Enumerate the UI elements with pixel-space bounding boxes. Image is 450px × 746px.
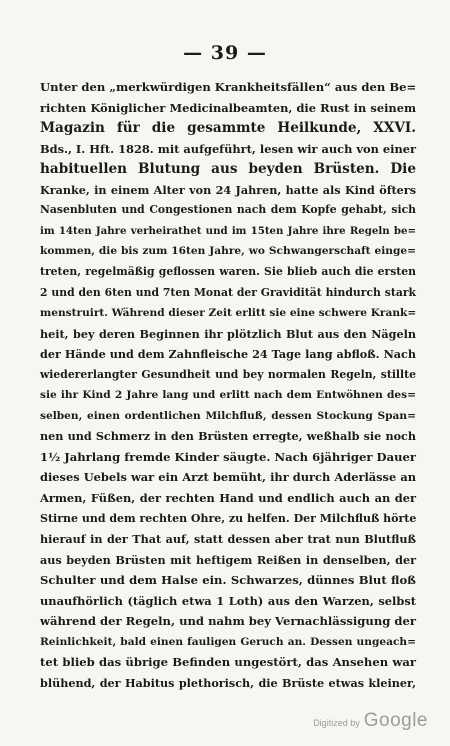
text-line: Kranke, in einem Alter von 24 Jahren, hatte als Kind öfters <box>40 182 416 197</box>
text-line: Magazin für die gesammte Heilkunde, XXVI. <box>40 120 416 137</box>
text-line: der Hände und dem Zahnfleische 24 Tage lang abfloß. Nach <box>40 347 416 362</box>
text-line: Armen, Füßen, der rechten Hand und endlich auch an der <box>40 491 416 505</box>
text-line: dieses Uebels war ein Arzt bemüht, ihr durch Aderlässe an <box>40 470 416 485</box>
text-line: heit, bey deren Beginnen ihr plötzlich Blut aus den Nägeln <box>40 326 416 341</box>
text-line: Nasenbluten und Congestionen nach dem Kopfe gehabt, sich <box>40 203 416 217</box>
text-line: sie ihr Kind 2 Jahre lang und erlitt nach dem Entwöhnen des= <box>40 389 416 402</box>
page-number: — 39 — <box>183 42 267 64</box>
google-logo: Google <box>363 710 428 731</box>
digitization-watermark <box>313 710 428 732</box>
text-line: Stirne und dem rechten Ohre, zu helfen. Der Milchfluß hörte <box>40 511 417 525</box>
text-line: hierauf in der That auf, statt dessen aber trat nun Blutfluß <box>40 532 416 547</box>
text-line: 1½ Jahrlang fremde Kinder säugte. Nach 6jähriger Dauer <box>40 449 416 464</box>
watermark-prefix: Digitized by <box>313 718 360 728</box>
text-line: Unter den „merkwürdigen Krankheitsfällen“ aus den Be= <box>40 80 417 94</box>
text-line: unaufhörlich (täglich etwa 1 Loth) aus den Warzen, selbst <box>40 593 416 608</box>
text-line: tet blieb das übrige Befinden ungestört, das Ansehen war <box>40 655 416 670</box>
text-line: blühend, der Habitus plethorisch, die Brüste etwas kleiner, <box>40 675 416 690</box>
text-line: Reinlichkeit, bald einen fauligen Geruch an. Dessen ungeach= <box>40 635 416 648</box>
text-line: Schulter und dem Halse ein. Schwarzes, dünnes Blut floß <box>40 573 416 588</box>
text-line: 2 und den 6ten und 7ten Monat der Gravidität hindurch stark <box>40 285 416 299</box>
text-line: Bds., I. Hft. 1828. mit aufgeführt, lesen wir auch von einer <box>40 141 416 156</box>
text-line: wiedererlangter Gesundheit und bey normalen Regeln, stillte <box>40 367 416 381</box>
text-line: nen und Schmerz in den Brüsten erregte, weßhalb sie noch <box>40 429 416 444</box>
text-line: kommen, die bis zum 16ten Jahre, wo Schwangerschaft einge= <box>40 245 416 258</box>
text-line: selben, einen ordentlichen Milchfluß, dessen Stockung Span= <box>40 409 416 422</box>
text-line: habituellen Blutung aus beyden Brüsten. Die <box>40 161 416 178</box>
text-line: menstruirt. Während dieser Zeit erlitt sie eine schwere Krank= <box>40 307 417 320</box>
text-line: während der Regeln, und nahm bey Vernachlässigung der <box>40 614 416 629</box>
text-line: richten Königlicher Medicinalbeamten, die Rust in seinem <box>40 100 416 115</box>
text-line: aus beyden Brüsten mit heftigem Reißen in denselben, der <box>40 552 416 567</box>
text-line: im 14ten Jahre verheirathet und im 15ten Jahre ihre Regeln be= <box>40 224 416 237</box>
text-line: treten, regelmäßig geflossen waren. Sie blieb auch die ersten <box>40 264 416 278</box>
